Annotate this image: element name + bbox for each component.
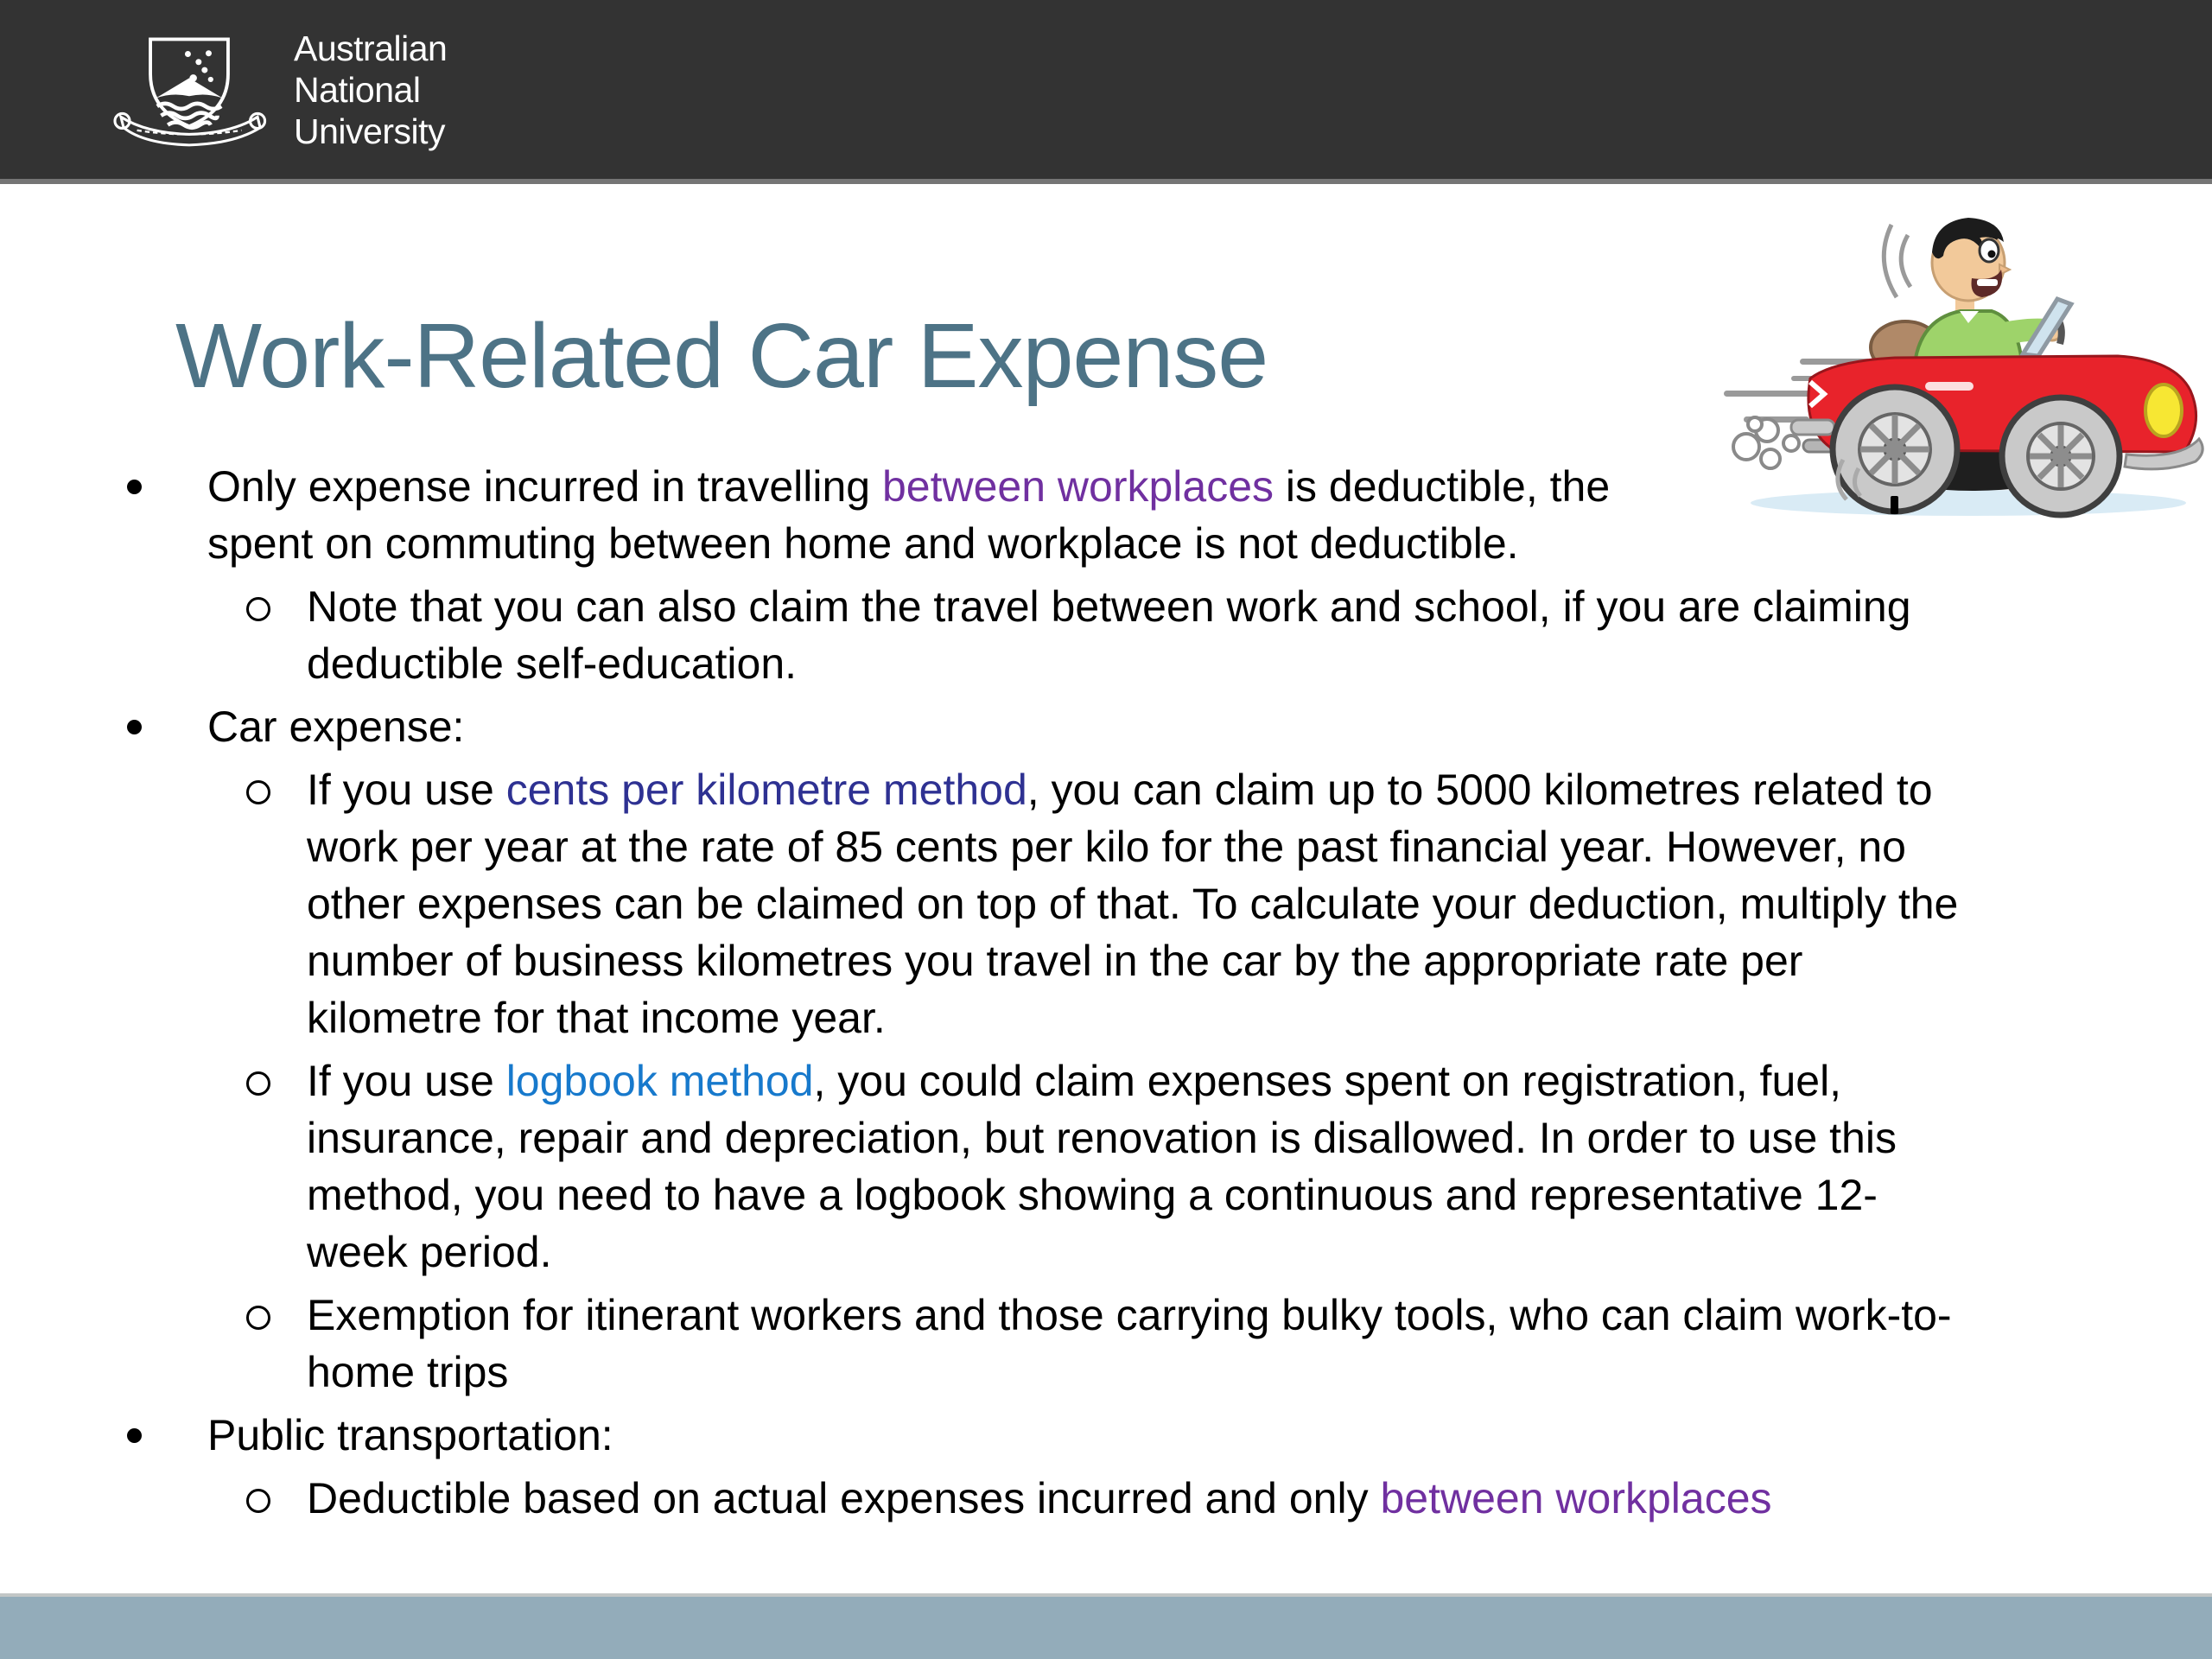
- text-line: [307, 1470, 2212, 1527]
- text-line: [307, 818, 2212, 875]
- anu-crest-icon: [109, 21, 270, 156]
- sub-bullet-item: [307, 1470, 2212, 1527]
- anu-logo-text: [294, 28, 447, 152]
- footer-bar: [0, 1593, 2212, 1659]
- bullet-circle-marker: [246, 1489, 270, 1513]
- text-segment: number of business kilometres you travel in the car by the appropriate rate per: [307, 937, 1803, 985]
- header-bar: [0, 0, 2212, 184]
- text-segment: work per year at the rate of 85 cents per kilo for the past financial year. However, no: [307, 823, 1906, 871]
- anu-logo-line: Australian: [294, 29, 448, 68]
- text-segment: other expenses can be claimed on top of that. To calculate your deduction, multiply the: [307, 880, 1959, 928]
- text-segment: If you use: [307, 1057, 506, 1105]
- text-segment: method, you need to have a logbook showing a continuous and representative 12-: [307, 1171, 1878, 1219]
- bullet-circle-marker: [246, 780, 270, 804]
- text-line: [307, 1109, 2212, 1166]
- text-line: [207, 515, 2212, 572]
- text-segment: Only expense incurred in travelling: [207, 462, 882, 511]
- bullet-dot-marker: [127, 1428, 142, 1443]
- text-line: [207, 1407, 2212, 1464]
- text-line: [307, 1166, 2212, 1224]
- anu-logo: [109, 21, 447, 156]
- bullet-dot-marker: [127, 720, 142, 734]
- anu-logo-line: National: [294, 70, 421, 110]
- anu-logo-line: University: [294, 111, 445, 151]
- sub-bullet-item: [307, 1287, 2212, 1401]
- bullet-circle-marker: [246, 1306, 270, 1330]
- text-line: [307, 932, 2212, 989]
- text-segment: , you can claim up to 5000 kilometres related to: [1027, 766, 1933, 814]
- text-line: [307, 578, 2212, 635]
- text-line: [307, 1052, 2212, 1109]
- bullet-item: [207, 1407, 2212, 1464]
- text-line: [307, 635, 2212, 692]
- text-segment: home trips: [307, 1348, 509, 1396]
- text-line: [307, 875, 2212, 932]
- bullet-list: [0, 458, 2212, 1533]
- text-segment: spent on commuting between home and workplace is not deductible.: [207, 519, 1519, 568]
- text-segment: Deductible based on actual expenses incurred and only: [307, 1474, 1381, 1522]
- text-segment: deductible self-education.: [307, 639, 798, 688]
- bullet-circle-marker: [246, 597, 270, 621]
- highlighted-text-segment: between workplaces: [881, 462, 1274, 511]
- text-line: [207, 458, 2212, 515]
- text-line: [207, 698, 2212, 755]
- text-segment: Car expense:: [207, 702, 465, 751]
- text-segment: insurance, repair and depreciation, but renovation is disallowed. In order to use this: [307, 1114, 1897, 1162]
- bullet-item: [207, 698, 2212, 755]
- sub-bullet-item: [307, 761, 2212, 1046]
- text-line: [307, 1224, 2212, 1281]
- sub-bullet-item: [307, 1052, 2212, 1281]
- bullet-dot-marker: [127, 480, 142, 494]
- text-line: [307, 1344, 2212, 1401]
- highlighted-text-segment: between workplaces: [1380, 1474, 1772, 1522]
- sub-bullet-item: [307, 578, 2212, 692]
- text-segment: kilometre for that income year.: [307, 994, 886, 1042]
- text-line: [307, 1287, 2212, 1344]
- text-segment: Note that you can also claim the travel between work and school, if you are claiming: [307, 582, 1911, 631]
- bullet-item: [207, 458, 2212, 572]
- text-segment: Exemption for itinerant workers and those carrying bulky tools, who can claim work-to-: [307, 1291, 1952, 1339]
- highlighted-text-segment: cents per kilometre method: [505, 766, 1027, 814]
- text-line: [307, 761, 2212, 818]
- bullet-circle-marker: [246, 1071, 270, 1096]
- text-segment: is deductible, the: [1274, 462, 1611, 511]
- highlighted-text-segment: logbook method: [505, 1057, 814, 1105]
- slide-title: Work-Related Car Expense: [175, 305, 1268, 407]
- text-segment: Public transportation:: [207, 1411, 613, 1459]
- text-segment: If you use: [307, 766, 506, 814]
- text-segment: , you could claim expenses spent on registration, fuel,: [813, 1057, 1842, 1105]
- text-segment: week period.: [307, 1228, 552, 1276]
- text-line: [307, 989, 2212, 1046]
